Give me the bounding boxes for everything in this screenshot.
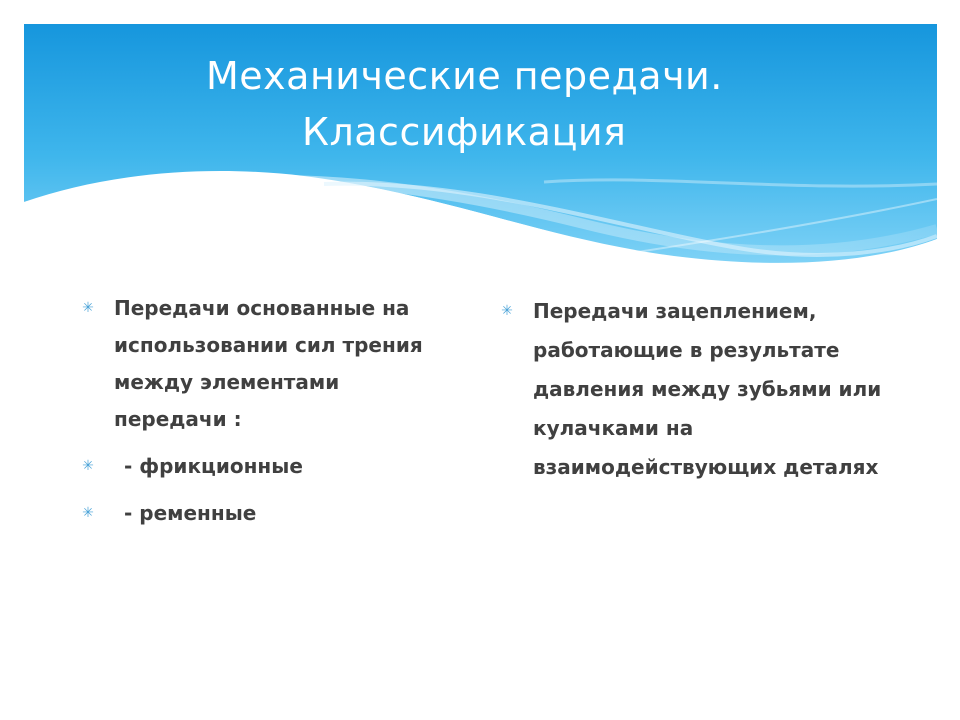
asterisk-bullet-icon: ✳: [82, 505, 94, 521]
title-line-1: Механические передачи.: [206, 54, 723, 98]
list-item: [78, 290, 458, 438]
list-item-text: Передачи основанные на использовании сил трения между элементами передачи :: [114, 296, 423, 431]
list-item-text: Передачи зацеплением, работающие в результате давления между зубьями или кулачками на взаимодействующих деталях: [533, 299, 882, 479]
asterisk-bullet-icon: ✳: [82, 458, 94, 474]
header-banner: [24, 24, 937, 274]
title-line-2: Классификация: [302, 110, 627, 154]
list-item-text: - фрикционные: [124, 454, 303, 478]
slide-title: [24, 48, 937, 160]
list-item: [78, 495, 458, 532]
left-column-list: [78, 290, 458, 542]
list-item: [78, 448, 458, 485]
asterisk-bullet-icon: ✳: [82, 300, 94, 316]
list-item: [497, 292, 897, 487]
asterisk-bullet-icon: ✳: [501, 303, 513, 319]
right-column-list: [497, 292, 897, 497]
list-item-text: - ременные: [124, 501, 257, 525]
